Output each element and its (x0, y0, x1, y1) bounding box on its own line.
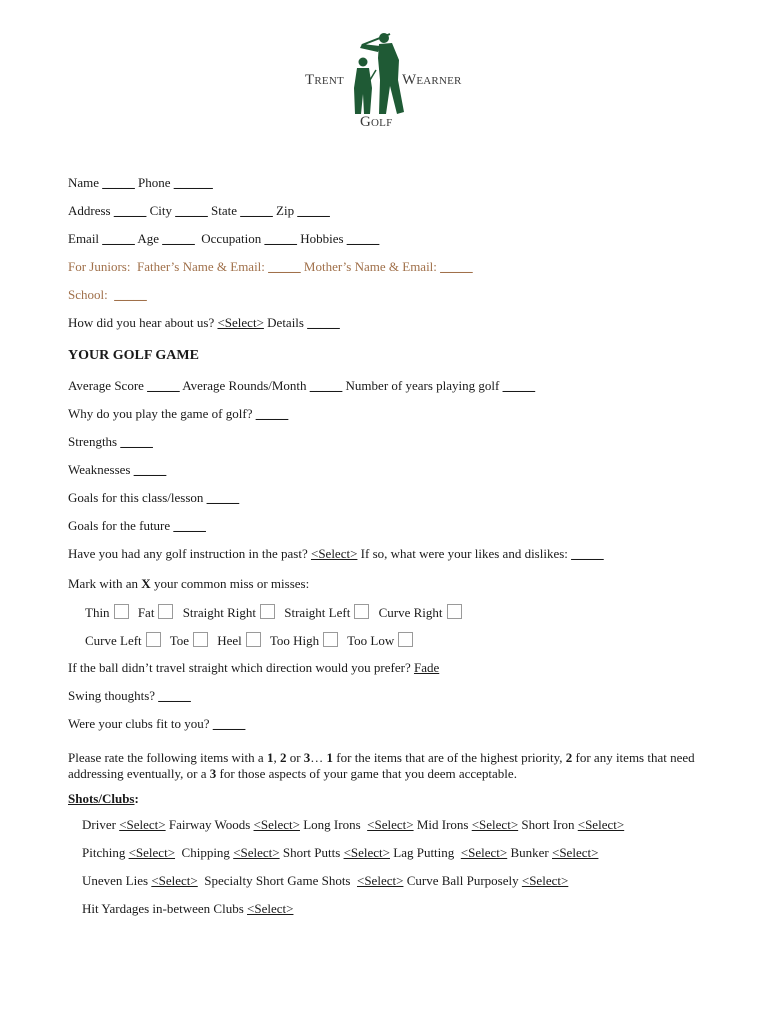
email-field[interactable]: _____ (102, 231, 135, 246)
why-row (68, 406, 288, 422)
instruction-label: Have you had any golf instruction in the past? (68, 546, 308, 561)
short-putts-label: Short Putts (282, 845, 341, 860)
rating-instructions (68, 750, 708, 782)
miss-straight-left-label: Straight Left (284, 605, 351, 620)
chipping-select[interactable]: <Select> (233, 845, 280, 860)
miss-thin-checkbox[interactable] (114, 604, 129, 619)
hear-about-label: How did you hear about us? (68, 315, 215, 330)
mother-field[interactable]: _____ (440, 259, 473, 274)
rating-num-2: 2 (279, 750, 287, 765)
bunker-select[interactable]: <Select> (552, 845, 599, 860)
miss-straight-right-label: Straight Right (182, 605, 256, 620)
instruction-select[interactable]: <Select> (310, 546, 358, 561)
why-label: Why do you play the game of golf? (68, 406, 253, 421)
goals-class-label: Goals for this class/lesson (68, 490, 204, 505)
name-label: Name (68, 175, 100, 190)
driver-select[interactable]: <Select> (119, 817, 166, 832)
rating-comma: , (273, 750, 277, 765)
scores-row (68, 378, 535, 394)
golf-game-heading: YOUR GOLF GAME (68, 348, 199, 363)
school-row (68, 287, 147, 303)
avg-rounds-field[interactable]: _____ (309, 378, 343, 393)
rating-num-2b: 2 (565, 750, 573, 765)
occupation-label: Occupation (201, 231, 262, 246)
mark-instruction (68, 576, 309, 592)
avg-score-field[interactable]: _____ (147, 378, 180, 393)
shots-heading-text: Shots/Clubs (68, 791, 135, 806)
swing-row (68, 688, 191, 704)
yardages-select[interactable]: <Select> (247, 901, 294, 916)
details-label: Details (267, 315, 304, 330)
zip-field[interactable]: _____ (297, 203, 330, 218)
strengths-label: Strengths (68, 434, 118, 449)
hobbies-field[interactable]: _____ (346, 231, 380, 246)
weaknesses-row (68, 462, 166, 478)
zip-label: Zip (276, 203, 295, 218)
miss-fat-checkbox[interactable] (158, 604, 173, 619)
rating-text-2: for the items that are of the highest priority, (336, 750, 563, 765)
school-field[interactable]: _____ (114, 287, 147, 302)
miss-toe-label: Toe (169, 633, 189, 648)
chipping-label: Chipping (181, 845, 230, 860)
swing-field[interactable]: _____ (158, 688, 191, 703)
rating-num-1b: 1 (326, 750, 334, 765)
rating-num-3: 3 (303, 750, 311, 765)
email-label: Email (68, 231, 100, 246)
fairway-woods-select[interactable]: <Select> (253, 817, 300, 832)
rating-dots: … (310, 750, 324, 765)
fairway-woods-label: Fairway Woods (168, 817, 251, 832)
direction-select[interactable]: Fade (413, 660, 440, 675)
likes-field[interactable]: _____ (571, 546, 604, 561)
logo-bottom-word: Golf (360, 114, 393, 130)
miss-curve-left-checkbox[interactable] (146, 632, 161, 647)
lag-putting-select[interactable]: <Select> (460, 845, 508, 860)
mark-text-post: your common miss or misses: (153, 576, 310, 591)
short-iron-select[interactable]: <Select> (577, 817, 625, 832)
miss-straight-right-checkbox[interactable] (260, 604, 275, 619)
phone-field[interactable]: ______ (173, 175, 213, 190)
years-field[interactable]: _____ (502, 378, 536, 393)
curve-ball-label: Curve Ball Purposely (406, 873, 519, 888)
misses-row-2 (85, 632, 419, 649)
clubs-fit-label: Were your clubs fit to you? (68, 716, 210, 731)
rating-or: or (289, 750, 301, 765)
uneven-lies-select[interactable]: <Select> (151, 873, 198, 888)
direction-label: If the ball didn’t travel straight which direction would you prefer? (68, 660, 411, 675)
miss-too-high-label: Too High (269, 633, 320, 648)
rating-text-4: for those aspects of your game that you deem acceptable. (219, 766, 517, 781)
years-label: Number of years playing golf (345, 378, 500, 393)
rating-text-3: for any items that need addressing eventually, or a (68, 750, 695, 781)
mid-irons-label: Mid Irons (416, 817, 469, 832)
phone-label: Phone (138, 175, 171, 190)
miss-too-low-checkbox[interactable] (398, 632, 413, 647)
uneven-lies-label: Uneven Lies (82, 873, 149, 888)
age-label: Age (137, 231, 160, 246)
strengths-row (68, 434, 153, 450)
weaknesses-field[interactable]: _____ (133, 462, 167, 477)
mother-label: Mother’s Name & Email: (303, 259, 437, 274)
contact-row-2 (68, 203, 330, 219)
goals-future-field[interactable]: _____ (173, 518, 206, 533)
mark-text-pre: Mark with an (68, 576, 139, 591)
miss-too-high-checkbox[interactable] (323, 632, 338, 647)
shots-row-2 (82, 845, 598, 861)
likes-label: If so, what were your likes and dislikes: (360, 546, 568, 561)
why-field[interactable]: _____ (255, 406, 289, 421)
juniors-row (68, 259, 473, 275)
contact-row-3 (68, 231, 379, 247)
long-irons-select[interactable]: <Select> (367, 817, 414, 832)
city-field[interactable]: _____ (175, 203, 208, 218)
city-label: City (149, 203, 173, 218)
miss-fat-label: Fat (137, 605, 155, 620)
strengths-field[interactable]: _____ (120, 434, 153, 449)
logo (300, 30, 470, 134)
goals-class-field[interactable]: _____ (206, 490, 240, 505)
hear-about-select[interactable]: <Select> (217, 315, 264, 330)
miss-toe-checkbox[interactable] (193, 632, 208, 647)
short-putts-select[interactable]: <Select> (343, 845, 390, 860)
school-label: School: (68, 287, 108, 302)
shots-heading-colon: : (134, 791, 139, 806)
occupation-field[interactable]: _____ (264, 231, 297, 246)
instruction-row (68, 546, 604, 562)
shots-row-3 (82, 873, 568, 889)
mid-irons-select[interactable]: <Select> (471, 817, 519, 832)
pitching-label: Pitching (82, 845, 126, 860)
long-irons-label: Long Irons (303, 817, 361, 832)
bunker-label: Bunker (510, 845, 549, 860)
rating-num-1: 1 (266, 750, 274, 765)
miss-curve-left-label: Curve Left (85, 633, 142, 648)
specialty-short-game-label: Specialty Short Game Shots (204, 873, 351, 888)
clubs-fit-field[interactable]: _____ (212, 716, 246, 731)
miss-thin-label: Thin (85, 605, 110, 620)
curve-ball-select[interactable]: <Select> (521, 873, 569, 888)
yardages-label: Hit Yardages in-between Clubs (82, 901, 244, 916)
rating-text-1: Please rate the following items with a (68, 750, 264, 765)
miss-curve-right-label: Curve Right (378, 605, 443, 620)
weaknesses-label: Weaknesses (68, 462, 131, 477)
clubs-fit-row (68, 716, 245, 732)
direction-row (68, 660, 439, 676)
shots-clubs-heading (68, 791, 139, 807)
avg-score-label: Average Score (68, 378, 144, 393)
father-label: Father’s Name & Email: (136, 259, 265, 274)
shots-row-1 (82, 817, 624, 833)
name-field[interactable]: _____ (102, 175, 135, 190)
miss-too-low-label: Too Low (347, 633, 395, 648)
shots-row-4 (82, 901, 293, 917)
miss-heel-label: Heel (217, 633, 242, 648)
pitching-select[interactable]: <Select> (128, 845, 176, 860)
goals-class-row (68, 490, 239, 506)
father-field[interactable]: _____ (268, 259, 301, 274)
details-field[interactable]: _____ (307, 315, 340, 330)
contact-row-1 (68, 175, 213, 191)
avg-rounds-label: Average Rounds/Month (182, 378, 307, 393)
specialty-short-game-select[interactable]: <Select> (357, 873, 404, 888)
hobbies-label: Hobbies (300, 231, 344, 246)
state-field[interactable]: _____ (240, 203, 273, 218)
goals-future-row (68, 518, 206, 534)
lag-putting-label: Lag Putting (393, 845, 455, 860)
logo-right-word: Wearner (402, 72, 462, 88)
misses-row-1 (85, 604, 468, 621)
state-label: State (211, 203, 238, 218)
mark-x: X (141, 576, 151, 591)
juniors-label: For Juniors: (68, 259, 131, 274)
age-field[interactable]: _____ (162, 231, 195, 246)
logo-left-word: Trent (305, 72, 344, 88)
hear-about-row (68, 315, 340, 331)
goals-future-label: Goals for the future (68, 518, 171, 533)
rating-num-3b: 3 (209, 766, 217, 781)
driver-label: Driver (82, 817, 116, 832)
miss-heel-checkbox[interactable] (246, 632, 261, 647)
swing-label: Swing thoughts? (68, 688, 156, 703)
miss-curve-right-checkbox[interactable] (447, 604, 462, 619)
address-label: Address (68, 203, 111, 218)
short-iron-label: Short Iron (521, 817, 575, 832)
miss-straight-left-checkbox[interactable] (354, 604, 369, 619)
address-field[interactable]: _____ (113, 203, 147, 218)
